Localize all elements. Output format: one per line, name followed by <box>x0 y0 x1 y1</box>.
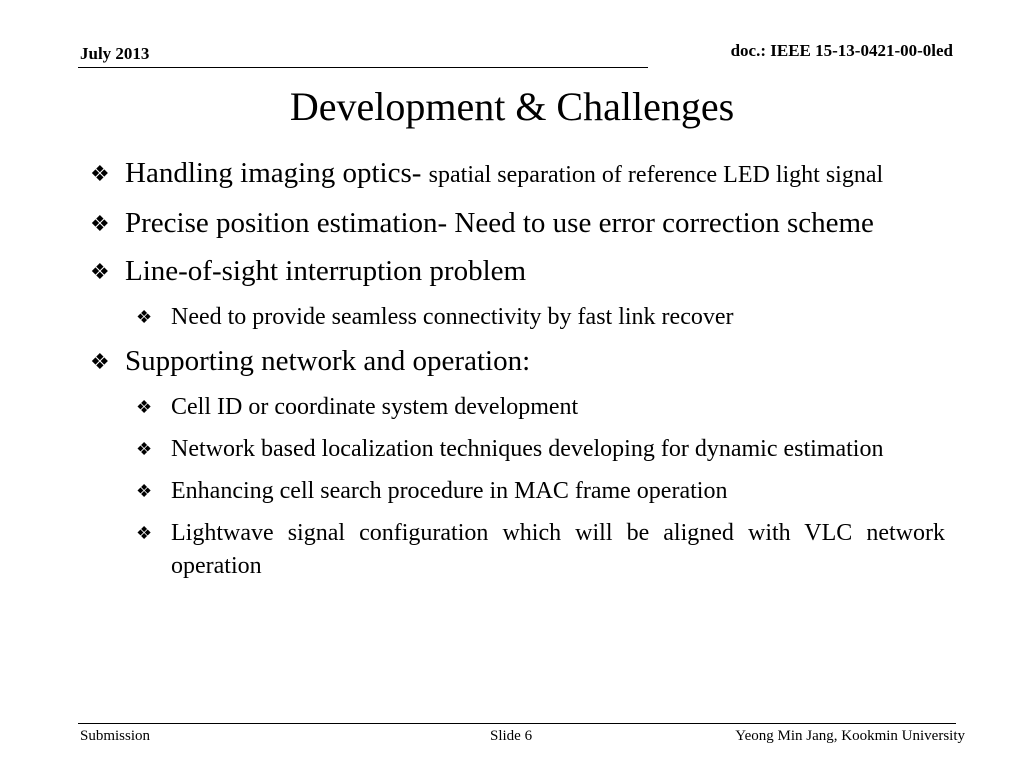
diamond-bullet-icon: ❖ <box>90 161 110 186</box>
sub-bullet-item <box>136 433 945 466</box>
header-doc-id: doc.: IEEE 15-13-0421-00-0led <box>730 41 953 60</box>
sub-bullet-text: Lightwave signal configuration which will be aligned with VLC network operation <box>171 520 945 579</box>
footer-slide-number: Slide 6 <box>490 728 533 744</box>
bullet-item <box>90 253 945 290</box>
sub-bullet-text: Need to provide seamless connectivity by fast link recover <box>171 304 734 330</box>
footer-submission: Submission <box>80 728 151 744</box>
sub-bullet-item <box>136 517 945 583</box>
sub-bullet-item <box>136 301 945 334</box>
diamond-bullet-icon: ❖ <box>136 439 153 459</box>
bullet-text: Supporting network and operation: <box>125 345 531 377</box>
header-rule <box>78 67 648 68</box>
bullet-text: Handling imaging optics- <box>125 157 429 189</box>
sub-bullet-text: Network based localization techniques developing for dynamic estimation <box>171 436 884 462</box>
bullet-text: Precise position estimation- Need to use error correction scheme <box>125 207 874 239</box>
diamond-bullet-icon: ❖ <box>136 523 153 543</box>
bullet-item <box>90 155 945 194</box>
diamond-bullet-icon: ❖ <box>90 211 110 236</box>
header-date: July 2013 <box>80 44 150 63</box>
sub-bullet-text: Cell ID or coordinate system development <box>171 394 579 420</box>
diamond-bullet-icon: ❖ <box>136 307 153 327</box>
footer-author: Yeong Min Jang, Kookmin University <box>735 728 965 744</box>
slide-title: Development & Challenges <box>289 84 735 129</box>
bullet-list <box>90 155 945 592</box>
sub-bullet-item <box>136 475 945 508</box>
diamond-bullet-icon: ❖ <box>90 349 110 374</box>
bullet-text: Line-of-sight interruption problem <box>125 255 527 287</box>
sub-bullet-text: Enhancing cell search procedure in MAC frame operation <box>171 478 728 504</box>
footer-rule <box>78 723 956 724</box>
diamond-bullet-icon: ❖ <box>136 481 153 501</box>
bullet-subtext: spatial separation of reference LED light signal <box>428 162 884 188</box>
bullet-item <box>90 205 945 242</box>
diamond-bullet-icon: ❖ <box>90 259 110 284</box>
bullet-item <box>90 343 945 380</box>
sub-bullet-item <box>136 391 945 424</box>
diamond-bullet-icon: ❖ <box>136 397 153 417</box>
